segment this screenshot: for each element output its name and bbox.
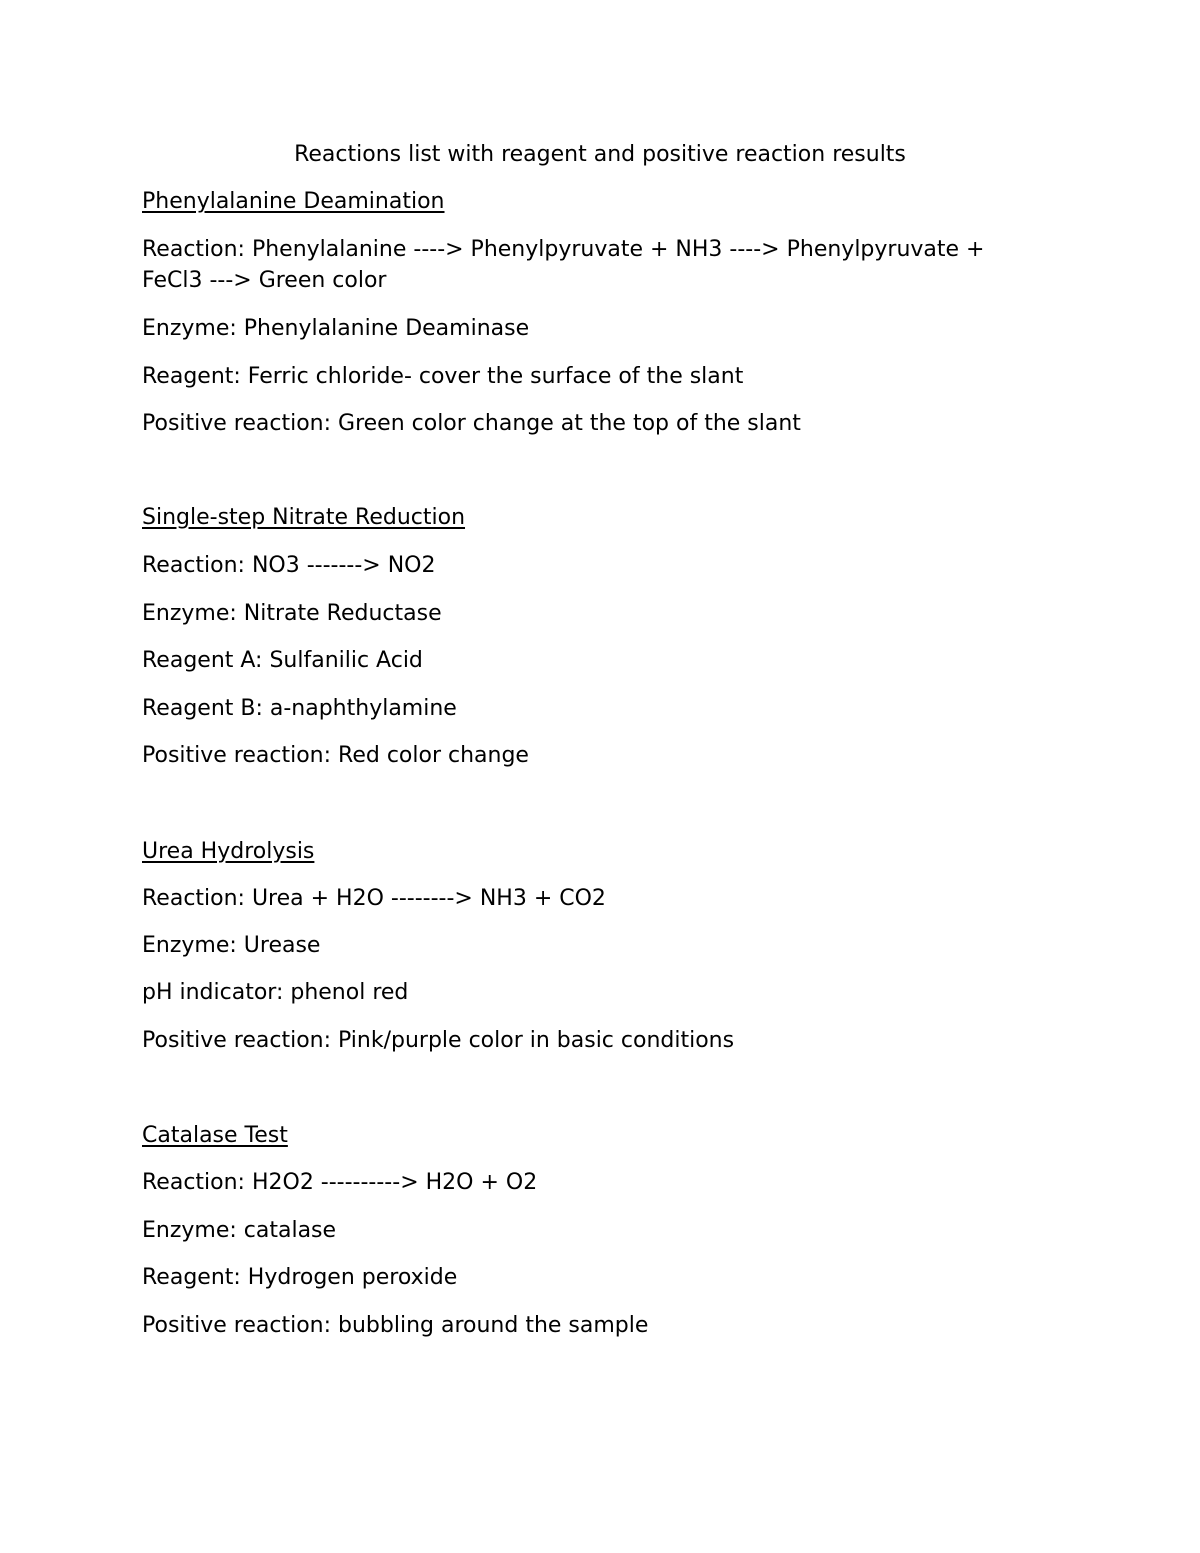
reagent-b-text: Reagent B: a-naphthylamine — [142, 696, 457, 721]
reaction-text: Reaction: Urea + H2O --------> NH3 + CO2 — [142, 886, 606, 911]
reaction-text: Reaction: Phenylalanine ----> Phenylpyruvate + NH3 ----> Phenylpyruvate + — [142, 237, 985, 262]
positive-reaction-text: Positive reaction: bubbling around the sample — [142, 1313, 649, 1338]
ph-indicator-text: pH indicator: phenol red — [142, 980, 409, 1005]
document-title: Reactions list with reagent and positive reaction results — [294, 142, 906, 167]
reagent-text: Reagent: Hydrogen peroxide — [142, 1265, 458, 1290]
enzyme-text: Enzyme: catalase — [142, 1218, 337, 1243]
section-heading-urea: Urea Hydrolysis — [142, 839, 315, 864]
reagent-a-text: Reagent A: Sulfanilic Acid — [142, 648, 423, 673]
positive-reaction-text: Positive reaction: Pink/purple color in basic conditions — [142, 1028, 735, 1053]
reaction-text-continued: FeCl3 ---> Green color — [142, 268, 387, 293]
section-heading-nitrate: Single-step Nitrate Reduction — [142, 505, 466, 530]
positive-reaction-text: Positive reaction: Green color change at the top of the slant — [142, 411, 801, 436]
enzyme-text: Enzyme: Nitrate Reductase — [142, 601, 442, 626]
reaction-text: Reaction: NO3 -------> NO2 — [142, 553, 436, 578]
reaction-text: Reaction: H2O2 ----------> H2O + O2 — [142, 1170, 538, 1195]
positive-reaction-text: Positive reaction: Red color change — [142, 743, 529, 768]
reagent-text: Reagent: Ferric chloride- cover the surface of the slant — [142, 364, 744, 389]
section-heading-phenylalanine: Phenylalanine Deamination — [142, 189, 445, 214]
section-heading-catalase: Catalase Test — [142, 1123, 288, 1148]
enzyme-text: Enzyme: Phenylalanine Deaminase — [142, 316, 530, 341]
enzyme-text: Enzyme: Urease — [142, 933, 321, 958]
